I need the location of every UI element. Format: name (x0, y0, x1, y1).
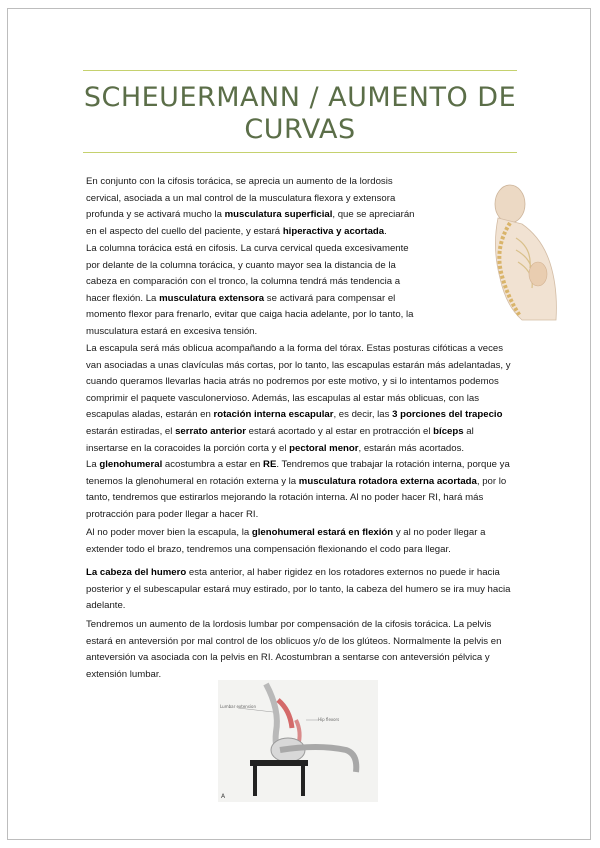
text-run: , que se apreciarán en el aspecto del cuello del paciente, y estará (86, 209, 415, 237)
paragraph-6 (86, 565, 516, 615)
page-title: SCHEUERMANN / AUMENTO DE CURVAS (83, 82, 517, 145)
paragraph-7 (86, 617, 516, 683)
chair-seat (250, 760, 308, 766)
chair-leg-left (253, 766, 257, 796)
label-lumbar-extension: Lumbar extension (220, 704, 256, 709)
seated-posture-illustration (218, 680, 378, 802)
text-run: La (86, 459, 100, 470)
text-run: , por lo tanto, tendremos que estirarlos mejorando la rotación interna. Al no poder hacer RI, hará más protracción para poder llegar a hacer RI. (86, 475, 507, 520)
text-run: Tendremos un aumento de la lordosis lumbar por compensación de la cifosis torácica. La pelvis estará en anteversión por mal control de los oblicuos y/o de los glúteos. Normalmente la pelvis en anteversión va asociada con la pelvis en RI. Acostumbran a sentarse con anteversión pélvica y extensión lumbar. (86, 619, 502, 680)
bold-term: musculatura extensora (159, 292, 265, 304)
bold-term: bíceps (433, 425, 464, 437)
label-hip-flexors: Hip flexors (318, 717, 340, 722)
bold-term: rotación interna escapular (213, 409, 334, 421)
bold-term: glenohumeral estará en flexión (251, 527, 394, 538)
bold-term: RE (263, 459, 277, 470)
head-shape (495, 185, 525, 223)
text-run: Al no poder mover bien la escapula, la (86, 527, 252, 538)
text-run: acostumbra a estar en (162, 459, 264, 470)
bold-term: hiperactiva y acortada (282, 225, 385, 237)
bold-term: pectoral menor (289, 442, 359, 454)
text-run: esta anterior, al haber rigidez en los rotadores externos no puede ir hacia posterior y el subescapular estará muy estirado, por lo tanto, la cabeza del humero se ira muy hacia adelante. (86, 567, 511, 612)
chair-leg-right (301, 766, 305, 796)
bold-term: serrato anterior (175, 425, 246, 437)
paragraph-5 (86, 525, 516, 558)
bold-term: musculatura superficial (224, 209, 333, 221)
bold-term: 3 porciones del trapecio (392, 409, 503, 421)
bold-term: musculatura rotadora externa acortada (298, 475, 477, 487)
text-run: En conjunto con la cifosis torácica, se aprecia un aumento de la lordosis cervical, asociada a un mal control de la musculatura flexora y extensora profunda y se activará mucho la (86, 176, 396, 221)
text-run: se activará para compensar el momento flexor para frenarlo, evitar que caiga hacia adelante, por lo tanto, la musculatura estará en excesiva tensión. (86, 292, 414, 337)
paragraph-3 (86, 341, 516, 457)
paragraph-4 (86, 457, 516, 523)
spine-kyphosis-illustration (470, 178, 560, 323)
text-run: . Tendremos que trabajar la rotación interna, porque ya tenemos la glenohumeral en rotación externa y la (86, 459, 510, 487)
text-run: La columna torácica está en cifosis. La curva cervical queda excesivamente por delante de la columna torácica, y cuanto mayor sea la distancia de la cabeza en comparación con el tronco, la columna tendrá más tendencia a hacer flexión. La (86, 243, 409, 304)
figure-corner-letter: A (221, 793, 226, 800)
bold-term: La cabeza del humero (86, 567, 187, 578)
title-bottom-rule (83, 152, 517, 153)
text-run: La escapula será más oblicua acompañando a la forma del tórax. Estas posturas cifóticas a veces van asociadas a unas clavículas más cortas, por lo tanto, las escapulas estarán más adelantadas, y cuando queramos llevarlas hacia atrás no podremos por este motivo, y si lo intentamos podemos comprimir el paquete vasculonervioso. Además, las escapulas al estar más oblicuas, con las escapulas aladas, estarán en (86, 343, 511, 421)
text-run: estará acortado y al estar en protracción el (245, 425, 434, 437)
title-top-rule (83, 70, 517, 71)
text-run: al insertarse en la coracoides la porción corta y el (86, 425, 474, 454)
text-run: estarán estiradas, el (86, 425, 176, 437)
breast-shape (529, 262, 547, 286)
bold-term: glenohumeral (99, 459, 163, 470)
text-run: , estarán más acortados. (358, 442, 465, 454)
text-run: , es decir, las (333, 409, 393, 421)
text-run: y al no poder llegar a extender todo el brazo, tendremos una compensación flexionando el codo para llegar. (86, 527, 486, 555)
text-run: . (384, 225, 387, 237)
paragraph-2 (86, 241, 418, 341)
paragraph-1 (86, 174, 416, 240)
